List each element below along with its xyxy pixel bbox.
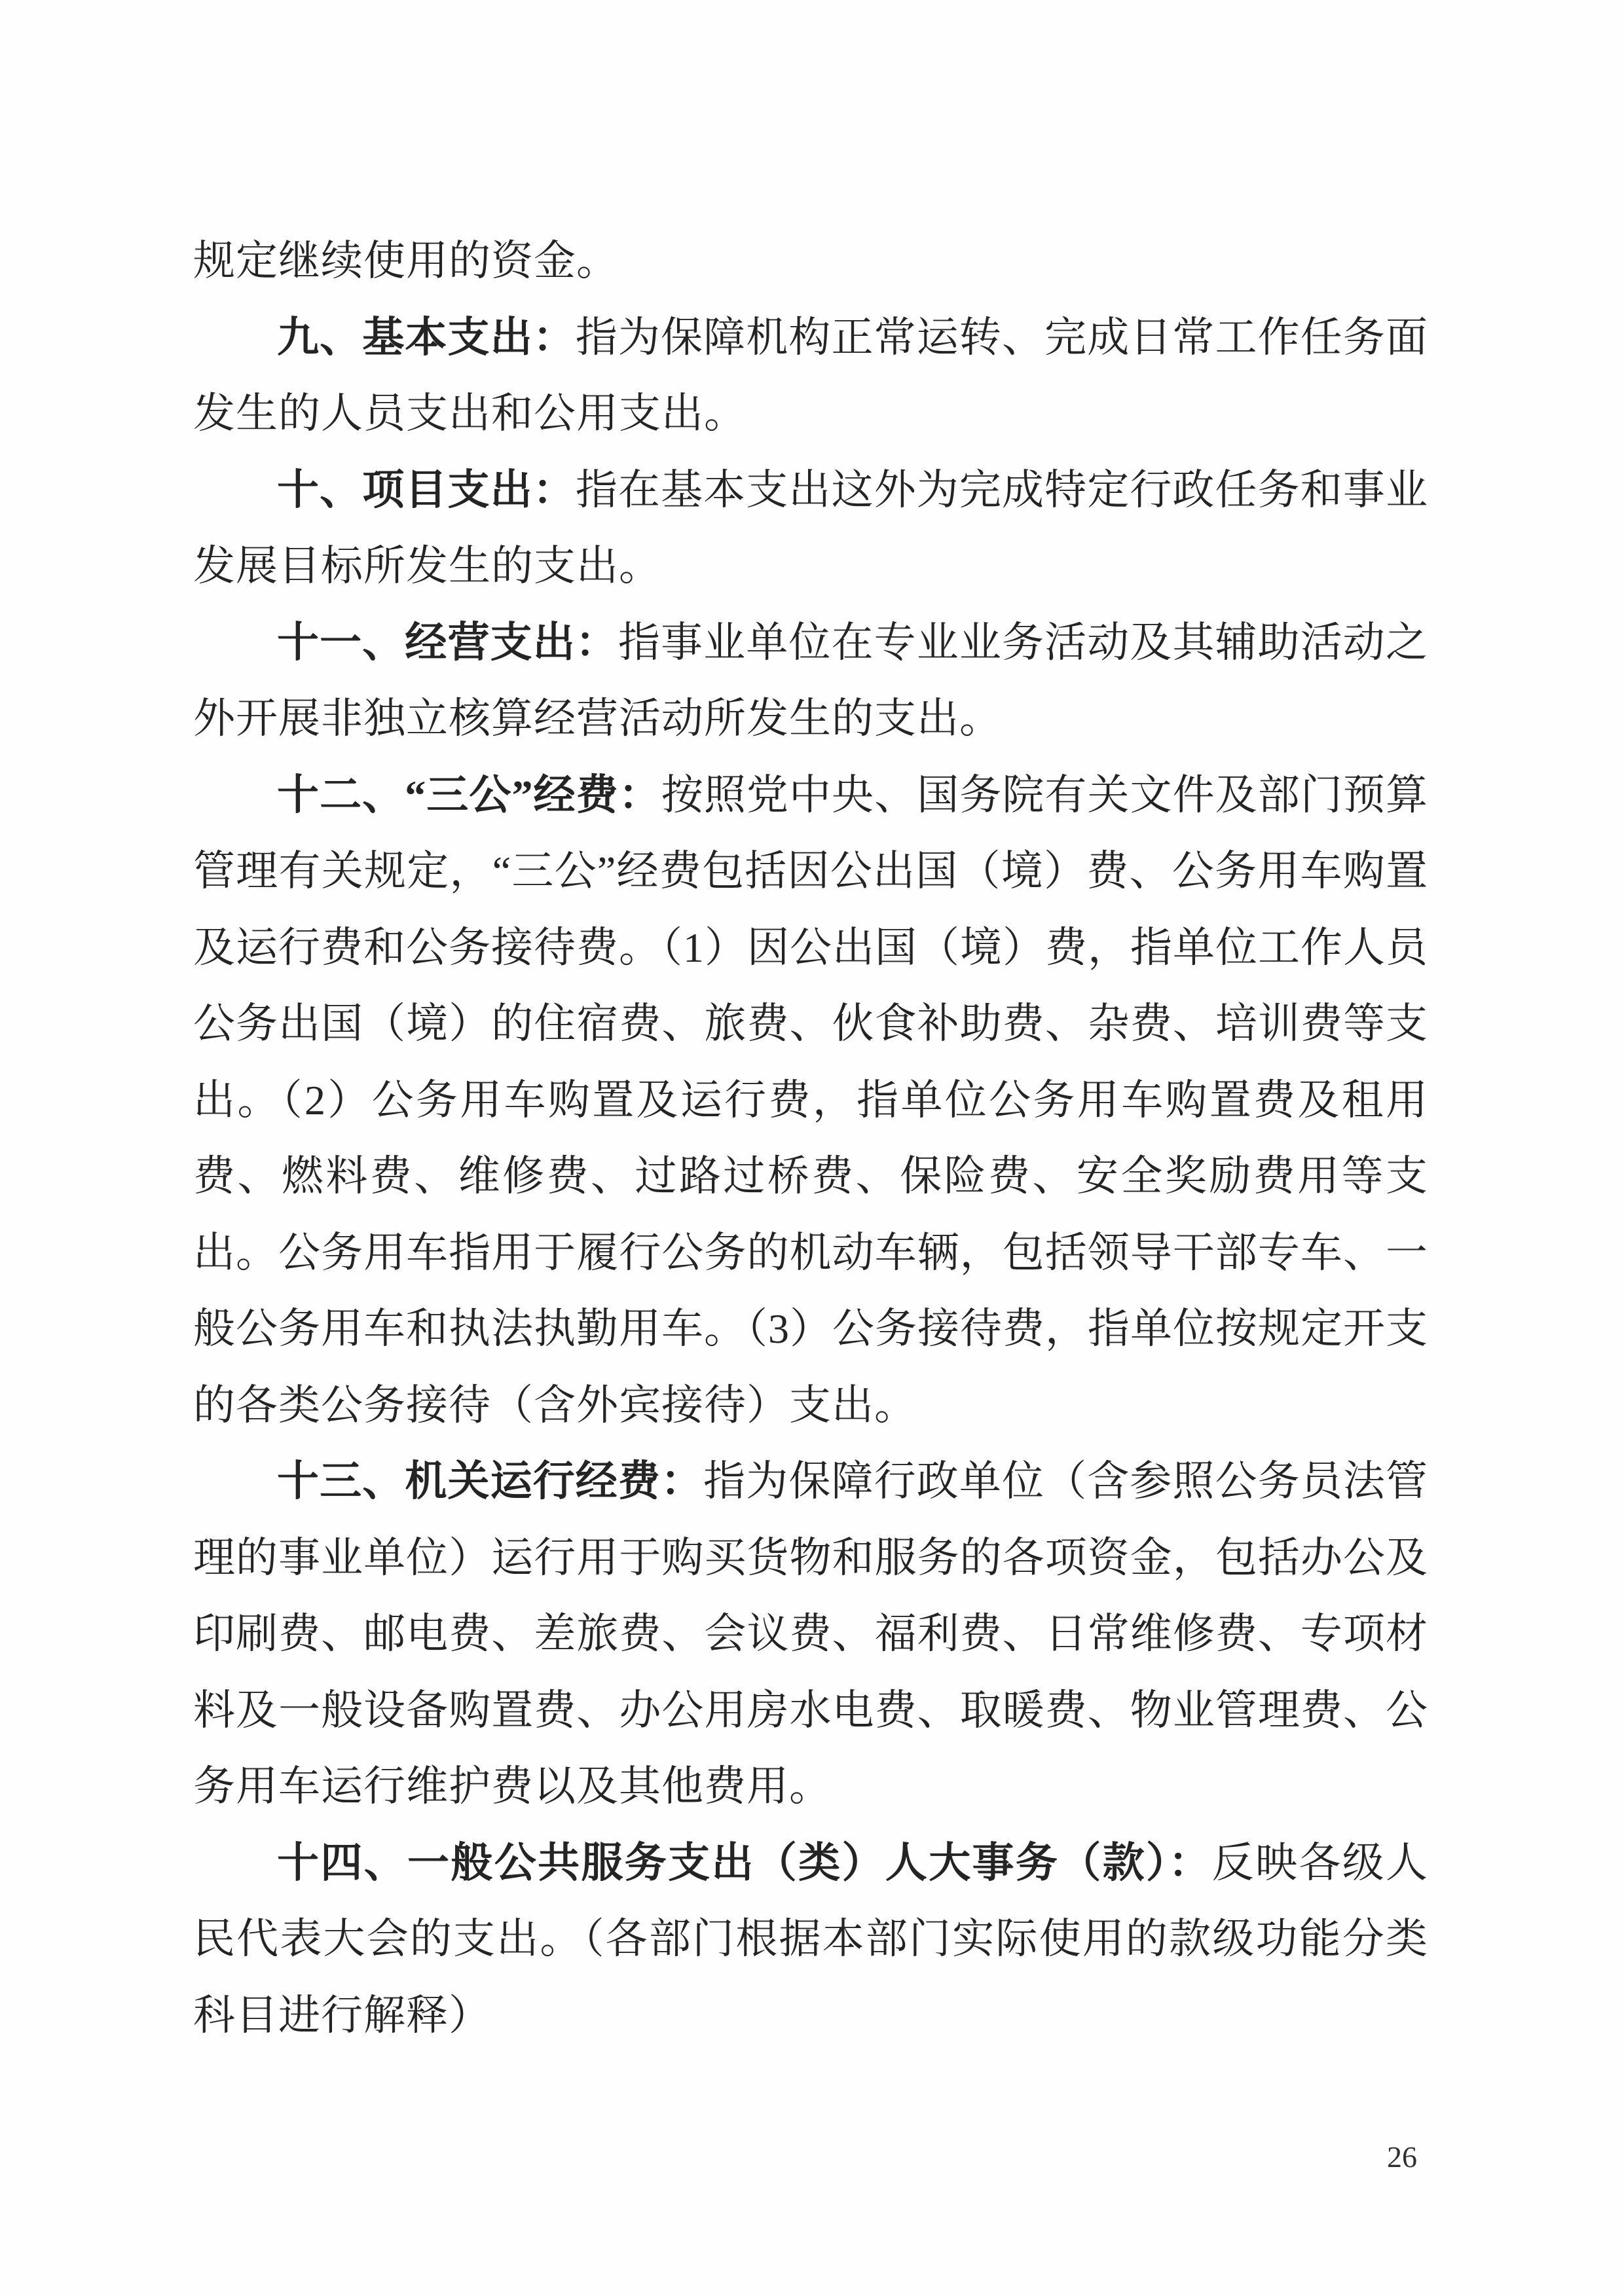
paragraph — [193, 452, 1428, 605]
paragraph-text: 指事业单位在专业业务活动及其辅助活动之外开展非独立核算经营活动所发生的支出。 — [193, 619, 1429, 742]
page-number: 26 — [1387, 2140, 1417, 2174]
term-heading: 十四、一般公共服务支出（类）人大事务（款）： — [277, 1839, 1212, 1886]
paragraph-text: 指为保障行政单位（含参照公务员法管理的事业单位）运行用于购买货物和服务的各项资金，包括办公及印刷费、邮电费、差旅费、会议费、福利费、日常维修费、专项材料及一般设备购置费、办公用房水电费、取暖费、物业管理费、公务用车运行维护费以及其他费用。 — [193, 1458, 1429, 1810]
term-heading: 十二、“三公”经费： — [277, 771, 661, 818]
term-heading: 十一、经营支出： — [277, 619, 618, 666]
paragraph — [193, 1444, 1428, 1825]
term-heading: 十三、机关运行经费： — [277, 1458, 704, 1504]
paragraph — [193, 1825, 1428, 2054]
paragraph-text: 指为保障机构正常运转、完成日常工作任务面发生的人员支出和公用支出。 — [193, 314, 1429, 437]
term-heading: 十、项目支出： — [277, 466, 576, 513]
paragraph — [193, 757, 1428, 1444]
paragraph-text: 规定继续使用的资金。 — [193, 238, 619, 284]
paragraph — [193, 605, 1428, 757]
paragraph-text: 指在基本支出这外为完成特定行政任务和事业发展目标所发生的支出。 — [193, 466, 1429, 589]
paragraph-text: 反映各级人民代表大会的支出。（各部门根据本部门实际使用的款级功能分类科目进行解释） — [193, 1839, 1429, 2039]
text-block — [193, 223, 1428, 2054]
paragraph — [193, 223, 1428, 300]
term-heading: 九、基本支出： — [277, 314, 576, 361]
paragraph-text: 按照党中央、国务院有关文件及部门预算管理有关规定，“三公”经费包括因公出国（境）费、公务用车购置及运行费和公务接待费。（1）因公出国（境）费，指单位工作人员公务出国（境）的住宿费、旅费、伙食补助费、杂费、培训费等支出。（2）公务用车购置及运行费，指单位公务用车购置费及租用费、燃料费、维修费、过路过桥费、保险费、安全奖励费用等支出。公务用车指用于履行公务的机动车辆，包括领导干部专车、一般公务用车和执法执勤用车。（3）公务接待费，指单位按规定开支的各类公务接待（含外宾接待）支出。 — [193, 771, 1429, 1429]
paragraph — [193, 300, 1428, 452]
